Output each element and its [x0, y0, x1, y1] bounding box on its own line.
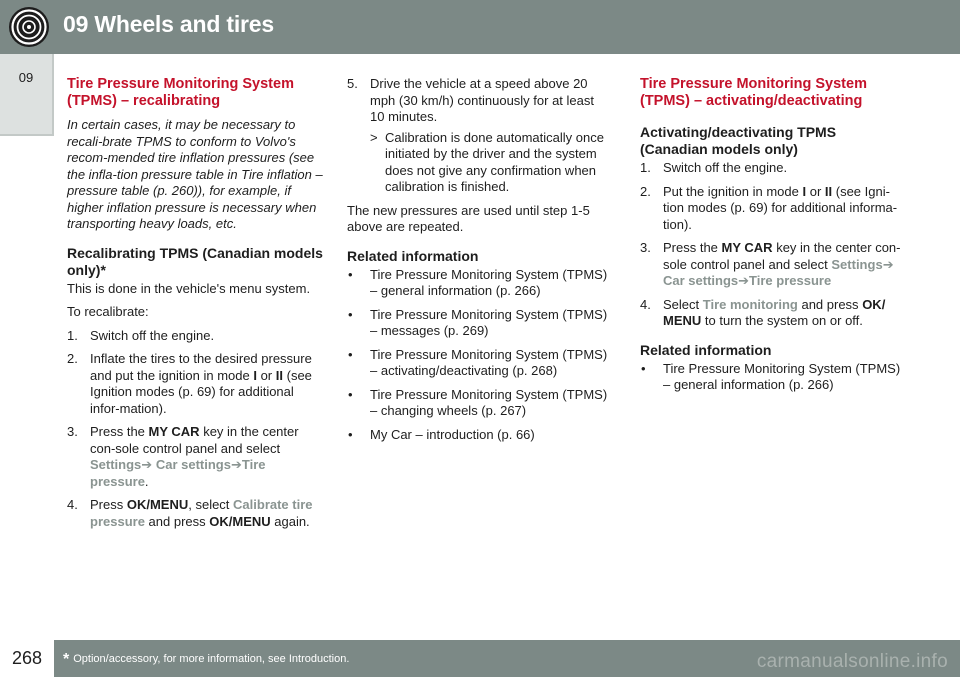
arrow-right-icon: ➔ [882, 256, 894, 272]
step-text: key in the center con-sole control panel and select [90, 424, 299, 456]
related-link[interactable] [347, 347, 609, 380]
paragraph: To recalibrate: [67, 304, 149, 319]
footnote-star: * [63, 651, 70, 668]
step-item [640, 297, 905, 330]
tire-icon [7, 5, 51, 49]
bullet-icon: • [348, 346, 353, 362]
related-link-text: Tire Pressure Monitoring System (TPMS) – changing wheels (p. 267) [370, 386, 608, 418]
step-text: Switch off the engine. [663, 160, 788, 175]
step-item [640, 160, 905, 177]
step-text: Press [90, 497, 127, 512]
step-result [347, 130, 609, 196]
bullet-icon: • [348, 306, 353, 322]
step-text: or [256, 367, 276, 383]
recalibrate-steps [67, 328, 323, 531]
menu-path-car-settings: Car settings [663, 273, 739, 288]
step-text: Select [663, 296, 703, 312]
step-number: 4. [67, 497, 78, 512]
related-link-text: Tire Pressure Monitoring System (TPMS) – messages (p. 269) [370, 306, 608, 338]
step-item [67, 351, 323, 417]
section-heading-activating: Tire Pressure Monitoring System (TPMS) – activating/deactivating [640, 76, 867, 109]
related-info-list [347, 267, 609, 444]
step-number: 1. [67, 327, 78, 343]
related-link-text: My Car – introduction (p. 66) [370, 426, 535, 442]
bullet-icon: • [348, 386, 353, 402]
step-text: (see Ignition modes (p. 69) for additional infor-mation). [90, 367, 312, 416]
watermark: carmanualsonline.info [756, 651, 948, 672]
key-label: MY CAR [721, 240, 773, 255]
mode-label: II [824, 183, 833, 199]
step-text: Switch off the engine. [90, 327, 215, 343]
step-item [67, 497, 323, 530]
page-number: 268 [0, 640, 54, 677]
mode-label: I [253, 367, 257, 383]
related-link[interactable] [347, 307, 609, 340]
menu-path-settings: Settings [831, 256, 883, 272]
menu-path-tire-pressure: Tire pressure [749, 273, 832, 288]
paragraph: The new pressures are used until step 1-5 above are repeated. [347, 202, 590, 234]
key-label: OK/MENU [209, 513, 271, 529]
menu-path-settings: Settings [90, 457, 142, 472]
step-number: 3. [640, 240, 651, 255]
step-text: (see Igni-tion modes (p. 69) for additional informa-tion). [663, 183, 898, 232]
step-text: Put the ignition in mode [663, 183, 803, 199]
step-number: 2. [67, 351, 78, 366]
paragraph: This is done in the vehicle's menu system. [67, 280, 311, 296]
step-item [640, 184, 905, 234]
step-number: 2. [640, 183, 651, 199]
arrow-right-icon: ➔ [738, 273, 750, 288]
related-link-text: Tire Pressure Monitoring System (TPMS) – general information (p. 266) [663, 360, 901, 392]
step-number: 1. [640, 160, 651, 175]
related-link[interactable] [640, 361, 905, 394]
key-label: OK/ MENU [663, 296, 886, 328]
arrow-right-icon: ➔ [230, 457, 242, 472]
step-number: 3. [67, 424, 78, 439]
menu-path-tire-pressure: Tire pressure [90, 457, 266, 489]
step-text: Press the [663, 240, 722, 255]
related-link-text: Tire Pressure Monitoring System (TPMS) – general information (p. 266) [370, 266, 608, 298]
step-text: . [144, 473, 149, 489]
step-number: 5. [347, 76, 358, 91]
chapter-tab [0, 54, 54, 136]
step-item [347, 76, 609, 126]
column-activating [640, 76, 905, 401]
activate-steps [640, 160, 905, 330]
step-text: again. [270, 513, 310, 529]
column-recalibrating [67, 76, 323, 537]
bullet-icon: • [641, 360, 646, 376]
subheading-activating: Activating/deactivating TPMS (Canadian models only) [640, 124, 837, 157]
related-link-text: Tire Pressure Monitoring System (TPMS) – activating/deactivating (p. 268) [370, 346, 608, 378]
step-text: , select [188, 497, 234, 512]
step-number: 4. [640, 296, 651, 312]
mode-label: II [275, 367, 283, 383]
step-text: Drive the vehicle at a speed above 20 mph (30 km/h) continuously for at least 10 minutes. [370, 76, 594, 124]
step-text: Inflate the tires to the desired pressure and put the ignition in mode [90, 351, 312, 383]
result-marker: > [370, 129, 378, 145]
step-text: and press [797, 296, 863, 312]
step-text: and press [144, 513, 210, 529]
menu-path-car-settings: Car settings [155, 457, 231, 472]
step-text: Press the [90, 424, 149, 439]
key-label: MY CAR [148, 424, 200, 439]
section-heading-recalibrating: Tire Pressure Monitoring System (TPMS) – recalibrating [67, 76, 294, 109]
step-item [640, 240, 905, 290]
related-info-heading: Related information [640, 341, 772, 358]
key-label: OK/MENU [126, 497, 189, 512]
subheading-recalibrating: Recalibrating TPMS (Canadian models only)* [67, 244, 323, 278]
page-header [0, 0, 960, 54]
column-continued [347, 76, 609, 450]
step-text: key in the center con-sole control panel and select [663, 240, 901, 272]
footnote [63, 651, 349, 669]
related-info-heading: Related information [347, 247, 479, 264]
chapter-title: 09 Wheels and tires [63, 11, 274, 37]
footnote-text: Option/accessory, for more information, see Introduction. [73, 653, 350, 665]
related-info-list [640, 361, 905, 394]
step-item [67, 328, 323, 345]
menu-path-calibrate: Calibrate tire pressure [90, 497, 313, 529]
result-text: Calibration is done automatically once initiated by the driver and the system does not give any confirmation when calibration is finished. [385, 129, 604, 194]
related-link[interactable] [347, 267, 609, 300]
recalibrate-steps-continued [347, 76, 609, 126]
step-text: to turn the system on or off. [701, 313, 863, 328]
related-link[interactable] [347, 387, 609, 420]
bullet-icon: • [348, 426, 353, 442]
chapter-tab-label: 09 [18, 70, 34, 85]
step-item [67, 424, 323, 490]
step-text: or [806, 183, 825, 199]
mode-label: I [802, 183, 807, 199]
menu-path-tire-monitoring: Tire monitoring [702, 296, 798, 312]
related-link[interactable] [347, 427, 609, 444]
bullet-icon: • [348, 266, 353, 282]
arrow-right-icon: ➔ [141, 457, 153, 472]
intro-text: In certain cases, it may be necessary to recali-brate TPMS to conform to Volvo's recom-mended tire inflation pressures (see the infla-tion pressure table in Tire inflation – pressure table (p. 260)), for example, if higher inflation pressure is necessary when transporting heavy loads, etc. [67, 117, 323, 231]
